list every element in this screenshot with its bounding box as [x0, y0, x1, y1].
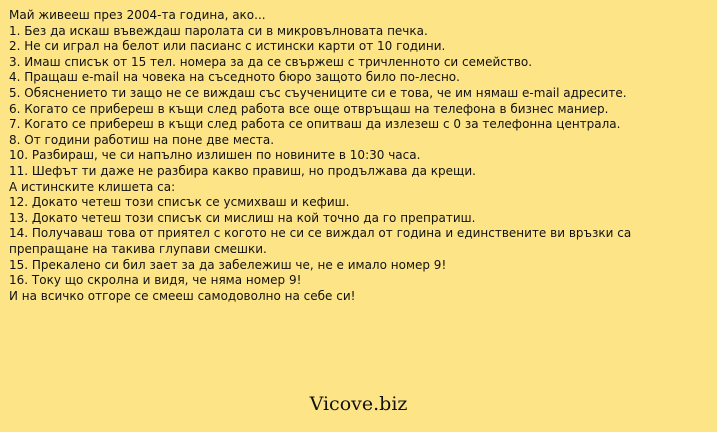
text-line-cliches-heading: А истинските клишета са:: [9, 179, 176, 194]
joke-text: [9, 8, 711, 304]
text-line-15: 15. Прекалено си бил зает за да забележиш че, не е имало номер 9!: [9, 257, 447, 272]
text-line-4: 4. Пращаш e-mail на човека на съседното бюро защото било по-лесно.: [9, 70, 460, 85]
text-line-1: 1. Без да искаш въвеждаш паролата си в микровълновата печка.: [9, 23, 428, 38]
text-line-8: 8. От години работиш на поне две места.: [9, 132, 275, 147]
text-line-14: 14. Получаваш това от приятел с когото не си се виждал от година и единствените ви връзки са препращане на такива глупави смешки.: [9, 226, 632, 256]
text-line-12: 12. Докато четеш този списък се усмихваш и кефиш.: [9, 195, 350, 210]
site-watermark: Vicove.biz: [309, 393, 408, 415]
text-line-16: 16. Току що скролна и видя, че няма номер 9!: [9, 273, 302, 288]
text-line-6: 6. Когато се прибереш в къщи след работа все още отвръщаш на телефона в бизнес маниер.: [9, 101, 609, 116]
text-line-closing: И на всичко отгоре се смееш самодоволно на себе си!: [9, 288, 356, 303]
text-line-3: 3. Имаш списък от 15 тел. номера за да се свържеш с тричленното си семейство.: [9, 54, 533, 69]
text-line-11: 11. Шефът ти даже не разбира какво правиш, но продължава да крещи.: [9, 163, 476, 178]
text-line-2: 2. Не си играл на белот или пасианс с истински карти от 10 години.: [9, 39, 446, 54]
text-line-7: 7. Когато се прибереш в къщи след работа се опитваш да излезеш с 0 за телефонна централа.: [9, 117, 621, 132]
text-line-13: 13. Докато четеш този списък си мислиш на кой точно да го препратиш.: [9, 210, 476, 225]
text-line-intro: Май живееш през 2004-та година, ако...: [9, 8, 266, 22]
text-line-5: 5. Обяснението ти защо не се виждаш със съучениците си е това, че им нямаш e-mail адресите.: [9, 85, 627, 100]
text-line-10: 10. Разбираш, че си напълно излишен по новините в 10:30 часа.: [9, 148, 421, 163]
